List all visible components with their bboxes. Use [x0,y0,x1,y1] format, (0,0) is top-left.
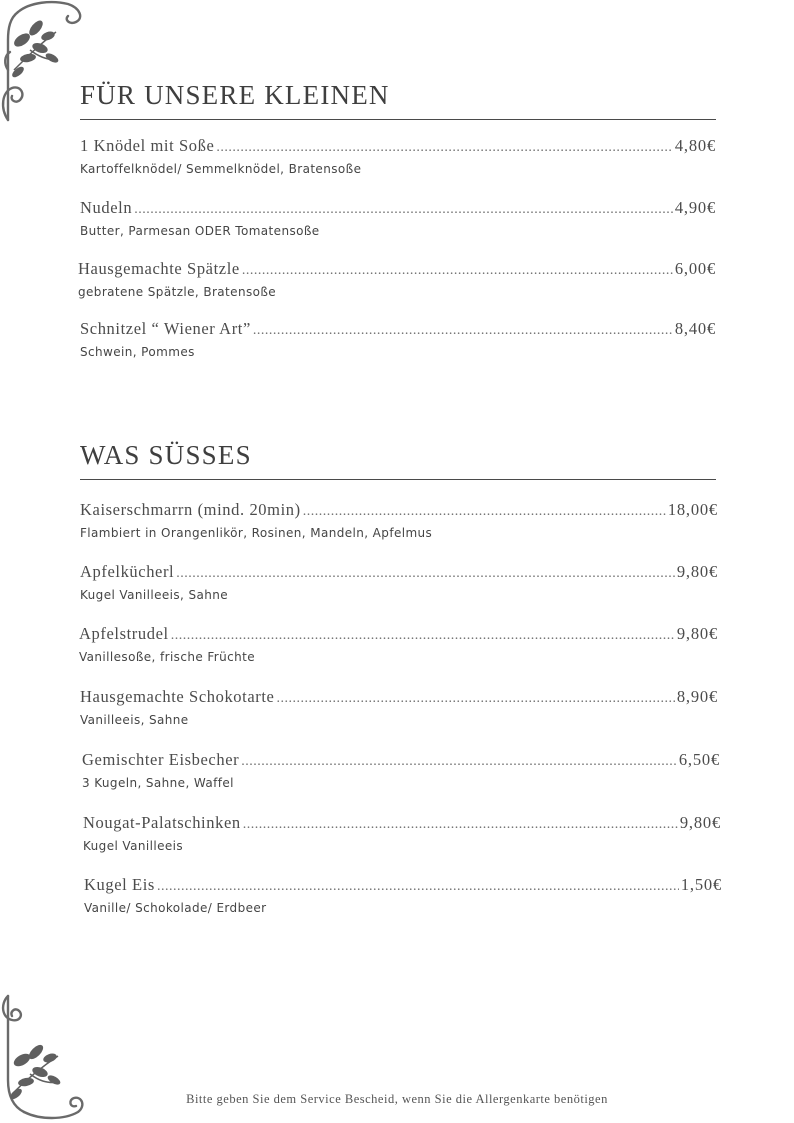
section-desserts [80,440,716,480]
leader-dots [216,140,672,156]
item-price: 6,50€ [678,750,720,769]
leader-dots [242,263,673,279]
leader-dots [303,504,666,520]
item-name: Hausgemachte Spätzle [78,259,240,278]
item-price: 6,00€ [674,259,716,278]
item-name: Nougat-Palatschinken [83,813,241,832]
item-name: Hausgemachte Schokotarte [80,687,275,706]
item-price: 4,90€ [674,198,716,217]
menu-item [78,259,716,299]
menu-item [80,687,718,727]
item-price: 18,00€ [667,500,718,519]
item-description: Butter, Parmesan ODER Tomatensoße [80,224,320,238]
menu-item [80,136,716,176]
item-description: Kugel Vanilleeis, Sahne [80,588,229,602]
leader-dots [276,691,674,707]
menu-item [80,500,718,540]
leader-dots [171,628,675,644]
leader-dots [241,754,677,770]
item-description: 3 Kugeln, Sahne, Waffel [82,776,234,790]
item-description: Flambiert in Orangenlikör, Rosinen, Mandeln, Apfelmus [80,526,433,540]
item-name: Nudeln [80,198,133,217]
item-price: 9,80€ [676,562,718,581]
item-name: Gemischter Eisbecher [82,750,240,769]
section-title: FÜR UNSERE KLEINEN [80,80,716,120]
item-price: 9,80€ [676,624,718,643]
section-title: WAS SÜSSES [80,440,716,480]
item-description: Kartoffelknödel/ Semmelknödel, Bratensoße [80,162,362,176]
item-name: Kaiserschmarrn (mind. 20min) [80,500,301,519]
item-price: 8,40€ [674,319,716,338]
item-name: Kugel Eis [84,875,155,894]
menu-item [84,875,722,915]
menu-item [83,813,721,853]
item-description: Vanillesoße, frische Früchte [79,650,255,664]
item-description: Vanilleeis, Sahne [80,713,189,727]
item-description: gebratene Spätzle, Bratensoße [78,285,277,299]
leader-dots [243,817,678,833]
item-price: 1,50€ [680,875,722,894]
item-description: Vanille/ Schokolade/ Erdbeer [84,901,267,915]
item-price: 9,80€ [679,813,721,832]
leader-dots [157,879,679,895]
menu-item [80,198,716,238]
item-description: Schwein, Pommes [80,345,195,359]
leader-dots [253,323,673,339]
menu-item [79,624,718,664]
menu-item [80,562,718,602]
item-name: Apfelstrudel [79,624,169,643]
item-name: 1 Knödel mit Soße [80,136,215,155]
item-price: 4,80€ [674,136,716,155]
item-name: Schnitzel “ Wiener Art” [80,319,251,338]
item-name: Apfelkücherl [80,562,175,581]
floral-ornament-top-icon [0,0,90,125]
item-price: 8,90€ [676,687,718,706]
section-kids [80,80,716,120]
menu-item [82,750,720,790]
menu-item [80,319,716,359]
allergen-note: Bitte geben Sie dem Service Bescheid, wenn Sie die Allergenkarte benötigen [186,1092,608,1106]
item-description: Kugel Vanilleeis [83,839,184,853]
leader-dots [134,202,673,218]
leader-dots [176,566,675,582]
